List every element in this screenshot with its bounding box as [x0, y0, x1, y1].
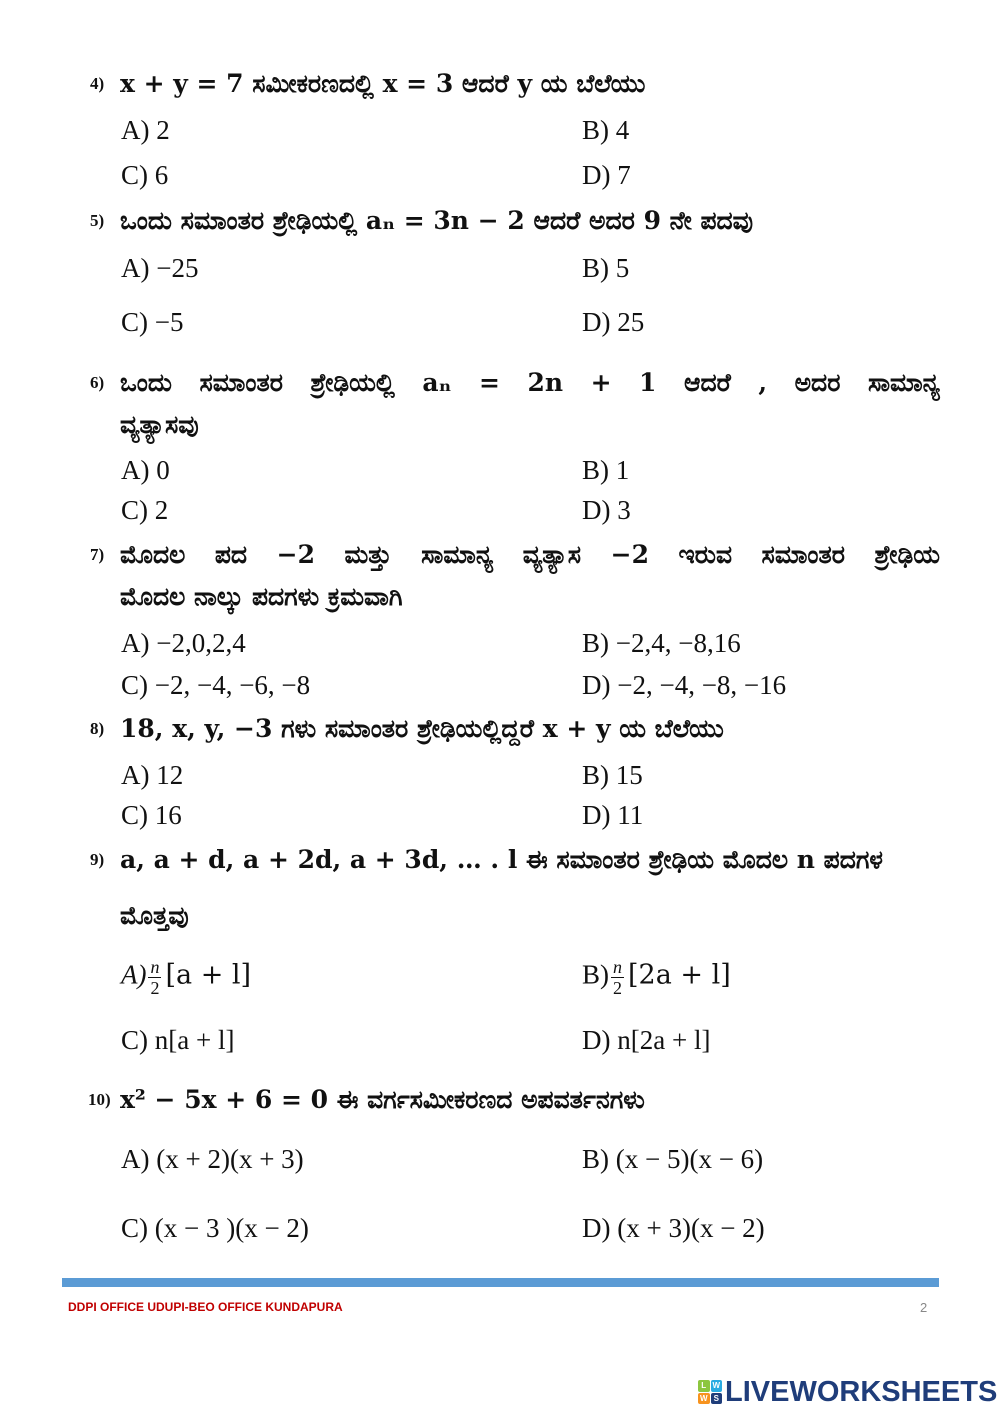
option-b[interactable]: B) 15 — [582, 760, 643, 790]
option-b[interactable]: B) 4 — [582, 115, 630, 145]
question-text: 18, x, y, −3 ಗಳು ಸಮಾಂತರ ಶ್ರೇಢಿಯಲ್ಲಿದ್ದರೆ x + y ಯ ಬೆಲೆಯು — [120, 714, 724, 743]
question-number: 4) — [90, 74, 105, 93]
fraction-denominator: 2 — [150, 978, 160, 998]
question-text-line2: ಮೊತ್ತವು — [120, 901, 189, 930]
footer-office-text: DDPI OFFICE UDUPI-BEO OFFICE KUNDAPURA — [68, 1300, 343, 1314]
question-number: 9) — [90, 850, 105, 869]
question-text: x + y = 7 ಸಮೀಕರಣದಲ್ಲಿ x = 3 ಆದರೆ y ಯ ಬೆಲೆಯು — [120, 69, 646, 98]
option-c[interactable]: C) n[a + l] — [121, 1025, 235, 1055]
fraction-numerator: n — [613, 957, 622, 977]
option-d[interactable]: D) 25 — [582, 307, 645, 337]
option-c[interactable]: C) 2 — [121, 495, 169, 525]
option-b[interactable]: B) 5 — [582, 253, 630, 283]
option-b[interactable] — [582, 957, 731, 998]
footer-divider — [62, 1278, 939, 1287]
option-c[interactable]: C) −2, −4, −6, −8 — [121, 670, 311, 700]
option-expression: [2a + l] — [628, 959, 731, 991]
option-a[interactable]: A) −2,0,2,4 — [121, 628, 246, 658]
option-expression: [a + l] — [165, 959, 252, 991]
option-c[interactable]: C) 16 — [121, 800, 182, 830]
option-d[interactable]: D) (x + 3)(x − 2) — [582, 1213, 765, 1243]
page-number: 2 — [920, 1300, 928, 1315]
question-number: 10) — [88, 1090, 111, 1109]
option-a[interactable]: A) 12 — [121, 760, 184, 790]
option-a[interactable]: A) (x + 2)(x + 3) — [121, 1144, 304, 1174]
question-text: ಮೊದಲ ಪದ −2 ಮತ್ತು ಸಾಮಾನ್ಯ ವ್ಯತ್ಯಾಸ −2 ಇರುವ ಸಮಾಂತರ ಶ್ರೇಢಿಯ — [120, 540, 940, 569]
option-b[interactable]: B) −2,4, −8,16 — [582, 628, 741, 658]
option-d[interactable]: D) 11 — [582, 800, 644, 830]
brand-name: LIVEWORKSHEETS — [725, 1375, 998, 1408]
question-number: 5) — [90, 211, 105, 230]
option-d[interactable]: D) n[2a + l] — [582, 1025, 711, 1055]
option-a[interactable]: A) 2 — [121, 115, 170, 145]
question-text: ಒಂದು ಸಮಾಂತರ ಶ್ರೇಢಿಯಲ್ಲಿ aₙ = 3n − 2 ಆದರೆ ಅದರ 9 ನೇ ಪದವು — [120, 206, 754, 235]
option-d[interactable]: D) −2, −4, −8, −16 — [582, 670, 787, 700]
option-a[interactable] — [121, 957, 251, 998]
question-number: 6) — [90, 373, 105, 392]
question-text: x² − 5x + 6 = 0 ಈ ವರ್ಗಸಮೀಕರಣದ ಅಪವರ್ತನಗಳು — [120, 1085, 645, 1114]
question-number: 7) — [90, 545, 105, 564]
logo-tile: W — [699, 1393, 708, 1403]
question-number: 8) — [90, 719, 105, 738]
fraction — [148, 957, 161, 998]
option-c[interactable]: C) 6 — [121, 160, 169, 190]
option-label: A) — [121, 959, 147, 990]
option-label: B) — [582, 959, 609, 990]
question-text: a, a + d, a + 2d, a + 3d, … . l ಈ ಸಮಾಂತರ ಶ್ರೇಢಿಯ ಮೊದಲ n ಪದಗಳ — [120, 845, 883, 874]
question-text-line2: ವ್ಯತ್ಯಾಸವು — [120, 410, 199, 439]
logo-tile: L — [698, 1380, 710, 1392]
liveworksheets-logo-icon — [698, 1380, 722, 1404]
fraction — [611, 957, 624, 998]
option-c[interactable]: C) −5 — [121, 307, 184, 337]
fraction-numerator: n — [150, 957, 160, 977]
option-d[interactable]: D) 7 — [582, 160, 631, 190]
logo-tile: W — [712, 1381, 721, 1390]
question-text-line2: ಮೊದಲ ನಾಲ್ಕು ಪದಗಳು ಕ್ರಮವಾಗಿ — [120, 582, 403, 611]
option-d[interactable]: D) 3 — [582, 495, 631, 525]
option-a[interactable]: A) −25 — [121, 253, 199, 283]
option-a[interactable]: A) 0 — [121, 455, 170, 485]
option-c[interactable]: C) (x − 3 )(x − 2) — [121, 1213, 309, 1243]
option-b[interactable]: B) (x − 5)(x − 6) — [582, 1144, 764, 1174]
fraction-denominator: 2 — [613, 978, 622, 998]
question-text: ಒಂದು ಸಮಾಂತರ ಶ್ರೇಢಿಯಲ್ಲಿ aₙ = 2n + 1 ಆದರೆ , ಅದರ ಸಾಮಾನ್ಯ — [120, 368, 940, 397]
option-b[interactable]: B) 1 — [582, 455, 630, 485]
liveworksheets-brand[interactable] — [698, 1376, 997, 1408]
logo-tile: S — [711, 1393, 723, 1405]
